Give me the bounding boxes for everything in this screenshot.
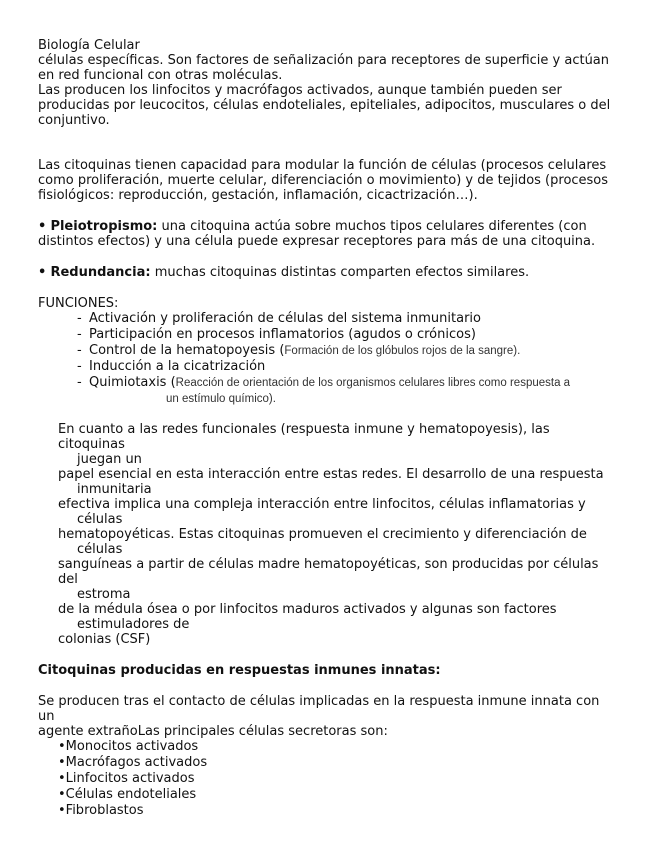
dash-icon: - [77,327,82,342]
function-item [77,359,618,375]
function-note: Formación de los glóbulos rojos de la sangre). [284,345,521,357]
innate-section [38,663,618,819]
function-text: Control de la hematopoyesis ( [89,343,285,358]
list-item: •Macrófagos activados [58,755,208,770]
capacity-line: como proliferación, muerte celular, diferenciación o movimiento) y de tejidos (procesos [38,173,609,188]
redundancy-text: muchas citoquinas distintas comparten efectos similares. [150,265,530,280]
function-note: Reacción de orientación de los organismos celulares libres como respuesta a [175,377,571,389]
dash-icon: - [77,375,82,390]
function-text: Quimiotaxis ( [89,375,176,390]
dash-icon: - [77,359,82,374]
intro-line: en red funcional con otras moléculas. [38,68,283,83]
networks-line: de la médula ósea o por linfocitos maduros activados y algunas son factores [58,602,557,617]
function-item [77,311,618,327]
innate-text: Se producen tras el contacto de células implicadas en la respuesta inmune innata con un [38,694,600,724]
function-text: Participación en procesos inflamatorios (agudos o crónicos) [89,327,476,342]
pleiotropism-text: una citoquina actúa sobre muchos tipos celulares diferentes (con [157,219,587,234]
innate-heading: Citoquinas producidas en respuestas inmunes innatas: [38,663,441,678]
networks-line: colonias (CSF) [58,632,151,647]
function-item [77,327,618,343]
pleiotropism-line: distintos efectos) y una célula puede expresar receptores para más de una citoquina. [38,234,596,249]
functions-list [38,311,618,407]
function-item [77,343,618,359]
functions-section [38,296,618,407]
networks-line: papel esencial en esta interacción entre estas redes. El desarrollo de una respuesta [58,467,604,482]
networks-paragraph [58,422,618,647]
intro-section [38,38,618,128]
networks-line: hematopoyéticas. Estas citoquinas promueven el crecimiento y diferenciación de [58,527,587,542]
networks-line: efectiva implica una compleja interacción entre linfocitos, células inflamatorias y [58,497,586,512]
functions-heading: FUNCIONES: [38,296,119,311]
redundancy-line [38,265,618,280]
list-item: •Células endoteliales [58,787,197,802]
redundancy-term: Redundancia: [50,265,151,280]
dash-icon: - [77,311,82,326]
list-item: •Linfocitos activados [58,771,195,786]
list-item: •Fibroblastos [58,803,144,818]
pleiotropism-paragraph [38,219,618,249]
capacity-line: fisiológicos: reproducción, gestación, inflamación, cicactrización…). [38,188,478,203]
bullet-icon: • [38,265,47,280]
networks-line-wrap: inmunitaria [77,482,152,497]
function-text: Activación y proliferación de células del sistema inmunitario [89,311,481,326]
redundancy-paragraph [38,265,618,280]
intro-line: células específicas. Son factores de señalización para receptores de superficie y actúan [38,53,610,68]
dash-icon: - [77,343,82,358]
networks-line-wrap: estroma [77,587,131,602]
intro-line: conjuntivo. [38,113,110,128]
bullet-icon: • [38,219,47,234]
secretor-cells-list [38,739,618,819]
pleiotropism-line [38,219,618,234]
intro-line: Las producen los linfocitos y macrófagos activados, aunque también pueden ser [38,83,562,98]
doc-title: Biología Celular [38,38,140,53]
networks-line: En cuanto a las redes funcionales (respuesta inmune y hematopoyesis), las citoquinas [58,422,550,452]
function-note-continued: un estímulo químico). [166,393,276,405]
networks-line-wrap: células [77,512,123,527]
networks-line-wrap: células [77,542,123,557]
function-item [77,375,618,407]
function-text: Inducción a la cicatrización [89,359,266,374]
pleiotropism-term: Pleiotropismo: [50,219,158,234]
capacity-paragraph [38,158,618,203]
networks-line: sanguíneas a partir de células madre hematopoyéticas, son producidas por células del [58,557,599,587]
networks-line-wrap: juegan un [77,452,142,467]
document-page [38,38,618,819]
innate-text: agente extrañoLas principales células secretoras son: [38,724,388,739]
intro-line: producidas por leucocitos, células endoteliales, epiteliales, adipocitos, musculares o del [38,98,611,113]
capacity-line: Las citoquinas tienen capacidad para modular la función de células (procesos celulares [38,158,607,173]
networks-line-wrap: estimuladores de [77,617,190,632]
list-item: •Monocitos activados [58,739,199,754]
